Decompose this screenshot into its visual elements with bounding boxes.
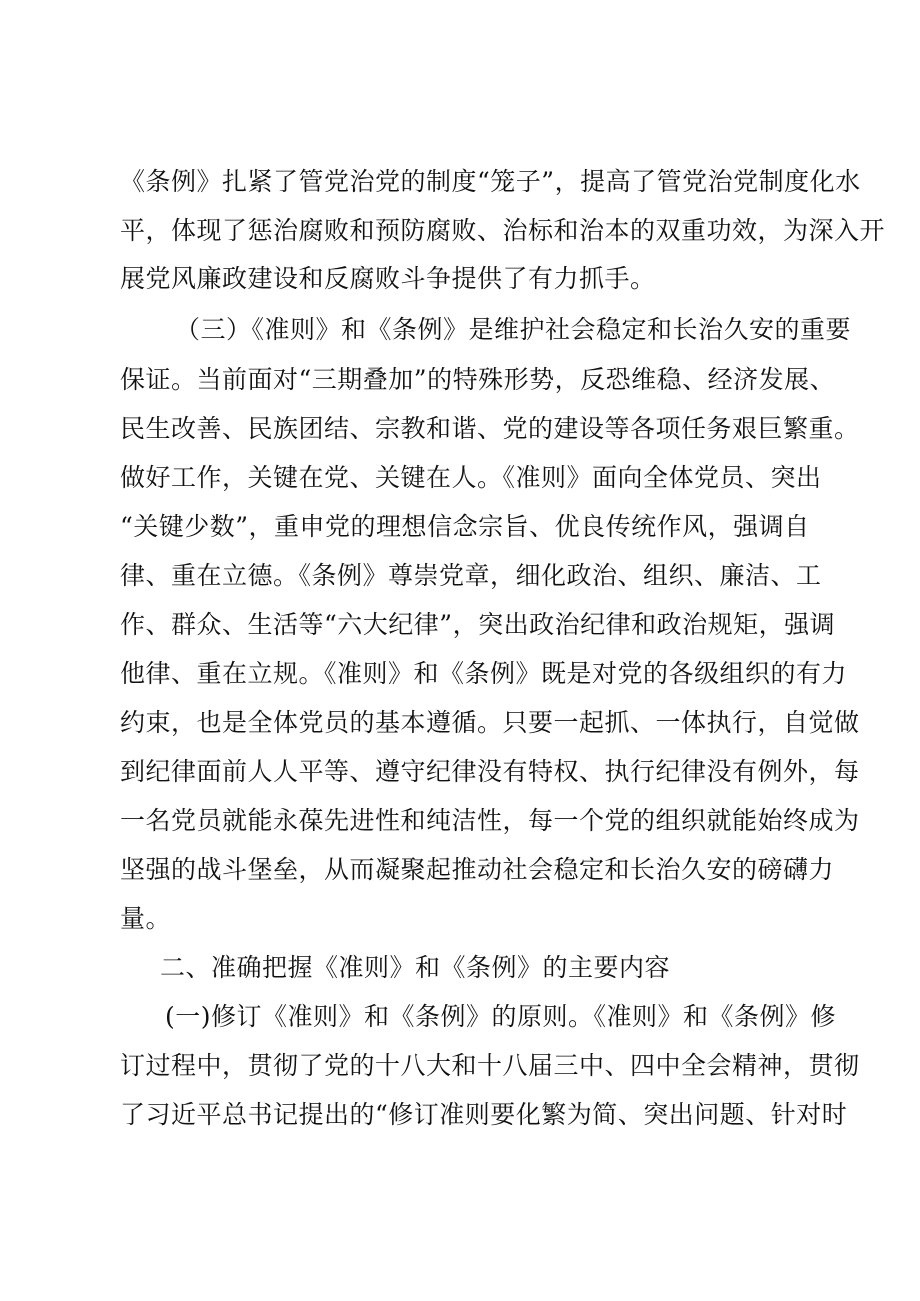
text-line: 《条例》扎紧了管党治党的制度“笼子”，提高了管党治党制度化水: [120, 167, 861, 196]
text-line: 了习近平总书记提出的“修订准则要化繁为简、突出问题、针对时: [120, 1100, 848, 1129]
text-line: 到纪律面前人人平等、遵守纪律没有特权、执行纪律没有例外，每: [120, 757, 860, 786]
section-heading-three: （三）《准则》和《条例》是维护社会稳定和长治久安的重要: [175, 315, 852, 344]
text-line: 他律、重在立规。《准则》和《条例》既是对党的各级组织的有力: [120, 659, 848, 688]
text-line: 平，体现了惩治腐败和预防腐败、治标和治本的双重功效，为深入开: [120, 216, 886, 245]
text-line: 订过程中，贯彻了党的十八大和十八届三中、四中全会精神，贯彻: [120, 1051, 860, 1080]
text-line: 约束，也是全体党员的基本遵循。只要一起抓、一体执行，自觉做: [120, 708, 860, 737]
text-line: 作、群众、生活等“六大纪律”，突出政治纪律和政治规矩，强调: [120, 610, 836, 639]
text-line: 律、重在立德。《条例》尊崇党章，细化政治、组织、廉洁、工: [120, 561, 822, 590]
text-line: 做好工作，关键在党、关键在人。《准则》面向全体党员、突出: [120, 463, 822, 492]
subsection-heading-one: (一)修订《准则》和《条例》的原则。《准则》和《条例》修: [165, 1002, 837, 1031]
section-heading-two: 二、准确把握《准则》和《条例》的主要内容: [160, 953, 671, 982]
text-line: “关键少数”，重申党的理想信念宗旨、优良传统作风，强调自: [120, 512, 810, 541]
text-line: 保证。当前面对“三期叠加”的特殊形势，反恐维稳、经济发展、: [120, 365, 836, 394]
text-line: 量。: [120, 904, 172, 933]
text-line: 展党风廉政建设和反腐败斗争提供了有力抓手。: [120, 264, 656, 293]
text-line: 一名党员就能永葆先进性和纯洁性，每一个党的组织就能始终成为: [120, 806, 860, 835]
text-line: 民生改善、民族团结、宗教和谐、党的建设等各项任务艰巨繁重。: [120, 414, 860, 443]
text-line: 坚强的战斗堡垒，从而凝聚起推动社会稳定和长治久安的磅礴力: [120, 855, 835, 884]
